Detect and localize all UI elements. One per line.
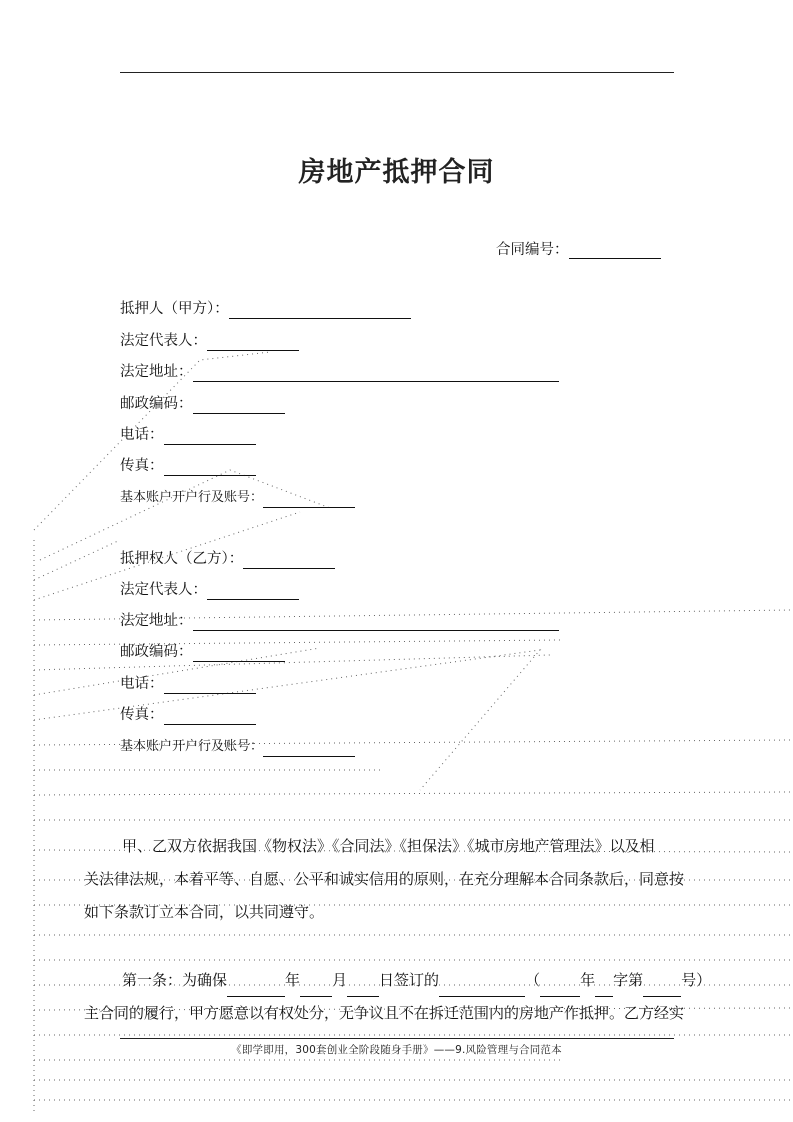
party-b-fax-row	[120, 705, 256, 725]
party-b-phone-label: 电话：	[120, 676, 164, 692]
party-a-representative-label: 法定代表人：	[120, 333, 207, 349]
preamble-line-3: 如下条款订立本合同，以共同遵守。	[84, 903, 325, 921]
party-b-address-blank[interactable]	[193, 615, 559, 631]
article-1-day-blank[interactable]	[347, 981, 379, 997]
party-b-address-row	[120, 611, 559, 631]
party-a-fax-label: 传真：	[120, 458, 164, 474]
party-a-bank-blank[interactable]	[263, 492, 355, 508]
party-a-bank-row	[120, 488, 355, 508]
party-b-representative-label: 法定代表人：	[120, 582, 207, 598]
article-1-zi-di-label: 字第	[613, 971, 644, 989]
party-a-name-blank[interactable]	[229, 303, 411, 319]
article-1-year-blank[interactable]	[227, 981, 285, 997]
party-a-phone-row	[120, 425, 256, 445]
party-a-postcode-blank[interactable]	[193, 398, 285, 414]
article-1-year-label: 年	[285, 971, 301, 989]
party-b-phone-row	[120, 674, 256, 694]
party-b-heading: 抵押权人（乙方）：	[120, 551, 244, 567]
contract-number-label: 合同编号：	[496, 242, 569, 258]
party-b-heading-row	[120, 549, 335, 569]
party-a-phone-blank[interactable]	[164, 429, 256, 445]
article-1-hao-blank[interactable]	[643, 981, 681, 997]
party-b-postcode-label: 邮政编码：	[120, 644, 193, 660]
party-b-fax-label: 传真：	[120, 707, 164, 723]
preamble-line-2: 关法律法规，本着平等、自愿、公平和诚实信用的原则，在充分理解本合同条款后，同意按	[84, 870, 685, 888]
party-b-bank-blank[interactable]	[263, 741, 355, 757]
preamble-line-1	[84, 830, 724, 863]
party-a-address-row	[120, 362, 559, 382]
party-a-address-label: 法定地址：	[120, 364, 193, 380]
party-a-postcode-label: 邮政编码：	[120, 396, 193, 412]
article-1-line-2: 主合同的履行，甲方愿意以有权处分，无争议且不在拆迁范围内的房地产作抵押。乙方经实	[84, 1004, 685, 1022]
party-b-phone-blank[interactable]	[164, 678, 256, 694]
article-1-day-label: 日签订的	[379, 971, 440, 989]
contract-number-blank[interactable]	[569, 243, 661, 259]
article-1-month-blank[interactable]	[300, 981, 332, 997]
party-b-representative-blank[interactable]	[207, 584, 299, 600]
article-1-year2-label: 年	[580, 971, 596, 989]
party-b-postcode-blank[interactable]	[193, 646, 285, 662]
article-1-open-paren: （	[525, 971, 541, 989]
party-b-name-blank[interactable]	[243, 553, 335, 569]
party-a-phone-label: 电话：	[120, 427, 164, 443]
party-a-heading: 抵押人（甲方）：	[120, 301, 229, 317]
party-a-representative-blank[interactable]	[207, 335, 299, 351]
party-b-fax-blank[interactable]	[164, 709, 256, 725]
header-rule	[120, 72, 674, 73]
article-1-paragraph	[84, 964, 724, 1030]
party-b-bank-row	[120, 737, 355, 757]
party-b-postcode-row	[120, 642, 285, 662]
party-a-fax-blank[interactable]	[164, 460, 256, 476]
party-a-heading-row	[120, 299, 411, 319]
article-1-contract-blank[interactable]	[439, 981, 525, 997]
footer-rule	[120, 1038, 674, 1039]
contract-title: 房地产抵押合同	[298, 157, 495, 188]
article-1-zi-blank[interactable]	[595, 981, 613, 997]
preamble-text-1: 甲、乙双方依据我国《物权法》《合同法》《担保法》《城市房地产管理法》以及相	[122, 837, 655, 855]
party-a-bank-label: 基本账户开户行及账号：	[120, 490, 264, 505]
preamble-paragraph	[84, 830, 724, 929]
article-1-month-label: 月	[332, 971, 348, 989]
article-1-hao-label: 号）	[681, 971, 712, 989]
party-b-bank-label: 基本账户开户行及账号：	[120, 739, 264, 754]
article-1-intro: 第一条：为确保	[122, 971, 228, 989]
contract-number-row	[496, 238, 661, 259]
party-a-address-blank[interactable]	[193, 366, 559, 382]
party-a-fax-row	[120, 456, 256, 476]
party-a-representative-row	[120, 331, 299, 351]
party-b-address-label: 法定地址：	[120, 613, 193, 629]
party-a-postcode-row	[120, 394, 285, 414]
party-b-representative-row	[120, 580, 299, 600]
article-1-year2-blank[interactable]	[540, 981, 580, 997]
page-footer: 《即学即用，300套创业全阶段随身手册》——9.风险管理与合同范本	[231, 1044, 562, 1056]
article-1-line-1	[84, 964, 724, 997]
